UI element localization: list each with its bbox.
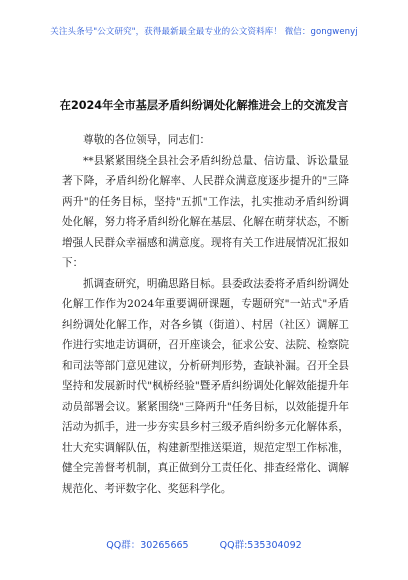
footer-contacts (0, 537, 408, 551)
footer-qq-group-2: QQ群:535304092 (219, 540, 302, 551)
paragraph-intro: **县紧紧围绕全县社会矛盾纠纷总量、信访量、诉讼量显著下降，矛盾纠纷化解率、人民群众满意度逐步提升的"三降两升"的任务目标，坚持"五抓"工作法，扎实推动矛盾纠纷调处化解，努力将矛盾纠纷化解在基层、化解在萌芽状态，不断增强人民群众幸福感和满意度。现将有关工作进展情况汇报如下： (62, 154, 349, 269)
footer-qq-group-1: QQ群：30265665 (106, 540, 189, 551)
document-title: 在2024年全市基层矛盾纠纷调处化解推进会上的交流发言 (59, 99, 349, 112)
header-promo-note: 关注头条号"公文研究"，获得最新最全最专业的公文资料库！ 微信：gongwenyj (50, 27, 358, 37)
document-body (62, 130, 349, 499)
salutation: 尊敬的各位领导，同志们： (83, 134, 211, 146)
paragraph-research: 抓调查研究，明确思路目标。县委政法委将矛盾纠纷调处化解工作作为2024年重要调研课题，专题研究"一站式"矛盾纠纷调处化解工作，对各乡镇（街道）、村居（社区）调解工作进行实地走访调研，召开座谈会，征求公安、法院、检察院和司法等部门意见建议，分析研判形势，查缺补漏。召开全县坚持和发展新时代"枫桥经验"暨矛盾纠纷调处化解效能提升年动员部署会议。紧紧围绕"三降两升"任务目标，以效能提升年活动为抓手，进一步夯实县乡村三级矛盾纠纷多元化解体系，壮大充实调解队伍，构建新型推送渠道，规范定型工作标准，健全完善督考机制，真正做到分工责任化、排查经常化、调解规范化、考评数字化、奖惩科学化。 (62, 277, 349, 495)
